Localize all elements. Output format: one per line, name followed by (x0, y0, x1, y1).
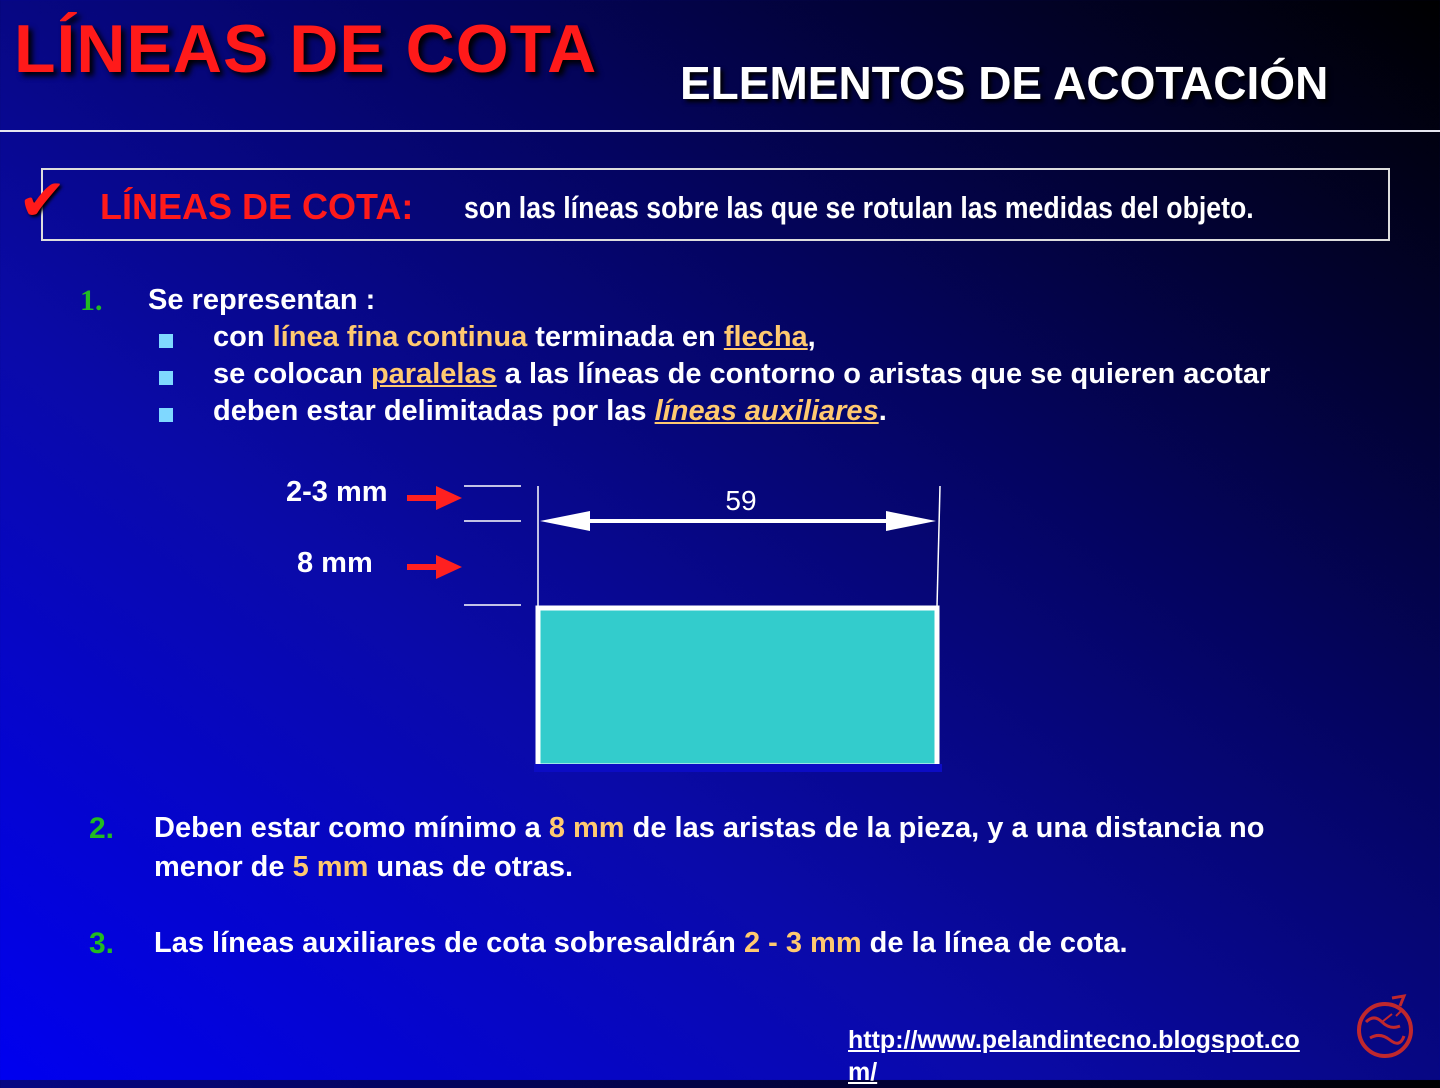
red-arrow-icon (407, 555, 462, 579)
point-1-number: 1. (80, 284, 103, 317)
extension-line-right (937, 486, 940, 607)
definition-text: son las líneas sobre las que se rotulan las medidas del objeto. (464, 190, 1254, 225)
definition-term: LÍNEAS DE COTA: (100, 186, 414, 227)
red-arrow-icon (407, 486, 462, 510)
label-offset-distance: 8 mm (297, 547, 373, 579)
link-flecha[interactable]: flecha (723, 321, 808, 353)
dimension-value: 59 (725, 485, 757, 516)
point-3-text: Las líneas auxiliares de cota sobresaldrán 2 - 3 mm de la línea de cota. (154, 927, 1128, 959)
link-lineas-auxiliares[interactable]: líneas auxiliares (654, 395, 879, 427)
point-1-heading: Se representan : (148, 284, 376, 316)
bullet-2: se colocan paralelas a las líneas de contorno o aristas que se quieren acotar (213, 358, 1271, 390)
part-rectangle (538, 608, 937, 766)
globe-logo-icon (1352, 992, 1422, 1067)
label-extension-distance: 2-3 mm (286, 476, 388, 508)
part-cut-edge (534, 764, 942, 772)
page-title: LÍNEAS DE COTA (14, 11, 598, 87)
bullet-1: con línea fina continua terminada en flecha, (213, 321, 816, 353)
point-2-line-2: menor de 5 mm unas de otras. (154, 851, 574, 883)
point-3-number: 3. (89, 927, 115, 960)
point-2-number: 2. (89, 812, 115, 845)
point-2-line-1: Deben estar como mínimo a 8 mm de las aristas de la pieza, y a una distancia no (154, 812, 1265, 844)
checkmark-icon: ✔ (18, 168, 67, 233)
page-subtitle: ELEMENTOS DE ACOTACIÓN (680, 57, 1329, 109)
bullet-3: deben estar delimitadas por las líneas auxiliares. (213, 395, 887, 427)
highlight-linea-fina: línea fina continua (272, 321, 528, 353)
link-paralelas[interactable]: paralelas (370, 358, 497, 390)
blog-link[interactable]: http://www.pelandintecno.blogspot.com/ (848, 1026, 1300, 1086)
